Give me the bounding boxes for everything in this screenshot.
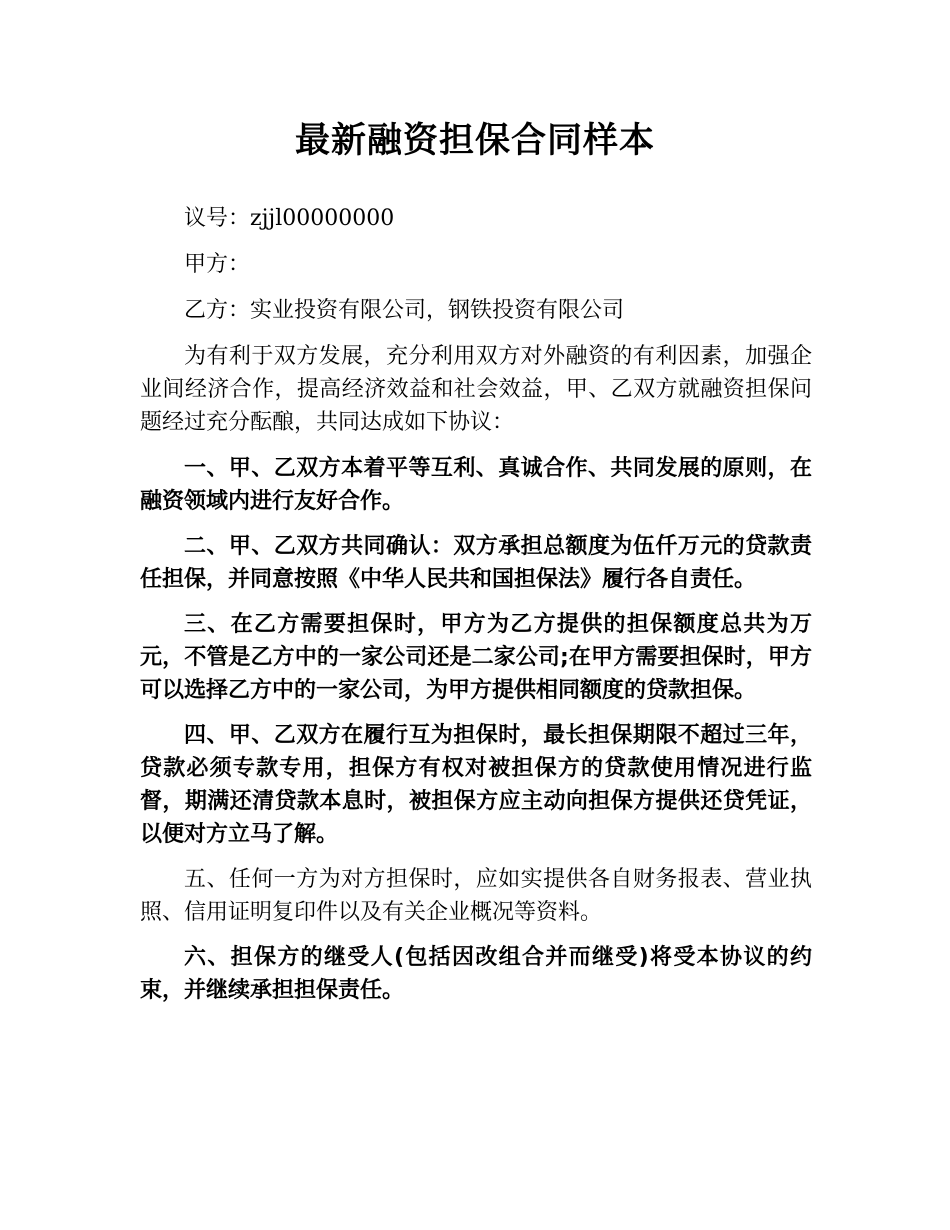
clause-6: 六、担保方的继受人(包括因改组合并而继受)将受本协议的约束，并继续承担担保责任。 (140, 945, 812, 1003)
agreement-number: 议号：zjjl00000000 (184, 206, 395, 231)
document-body (140, 202, 812, 1019)
clause-3: 三、在乙方需要担保时，甲方为乙方提供的担保额度总共为万元，不管是乙方中的一家公司还是二家公司;在甲方需要担保时，甲方可以选择乙方中的一家公司，为甲方提供相同额度的贷款担保。 (140, 612, 812, 703)
document-title: 最新融资担保合同样本 (294, 121, 655, 161)
clause-2: 二、甲、乙双方共同确认：双方承担总额度为伍仟万元的贷款责任担保，并同意按照《中华人民共和国担保法》履行各自责任。 (140, 534, 812, 592)
clause-5: 五、任何一方为对方担保时，应如实提供各自财务报表、营业执照、信用证明复印件以及有关企业概况等资料。 (140, 867, 812, 925)
party-a: 甲方： (184, 252, 251, 277)
intro-paragraph: 为有利于双方发展，充分利用双方对外融资的有利因素，加强企业间经济合作，提高经济效益和社会效益，甲、乙双方就融资担保问题经过充分酝酿，共同达成如下协议： (140, 344, 812, 435)
clause-4: 四、甲、乙双方在履行互为担保时，最长担保期限不超过三年，贷款必须专款专用，担保方有权对被担保方的贷款使用情况进行监督，期满还清贷款本息时，被担保方应主动向担保方提供还贷凭证，以便对方立马了解。 (140, 723, 812, 847)
party-b: 乙方：实业投资有限公司，钢铁投资有限公司 (184, 298, 625, 323)
clause-1: 一、甲、乙双方本着平等互利、真诚合作、共同发展的原则，在融资领域内进行友好合作。 (140, 456, 812, 514)
